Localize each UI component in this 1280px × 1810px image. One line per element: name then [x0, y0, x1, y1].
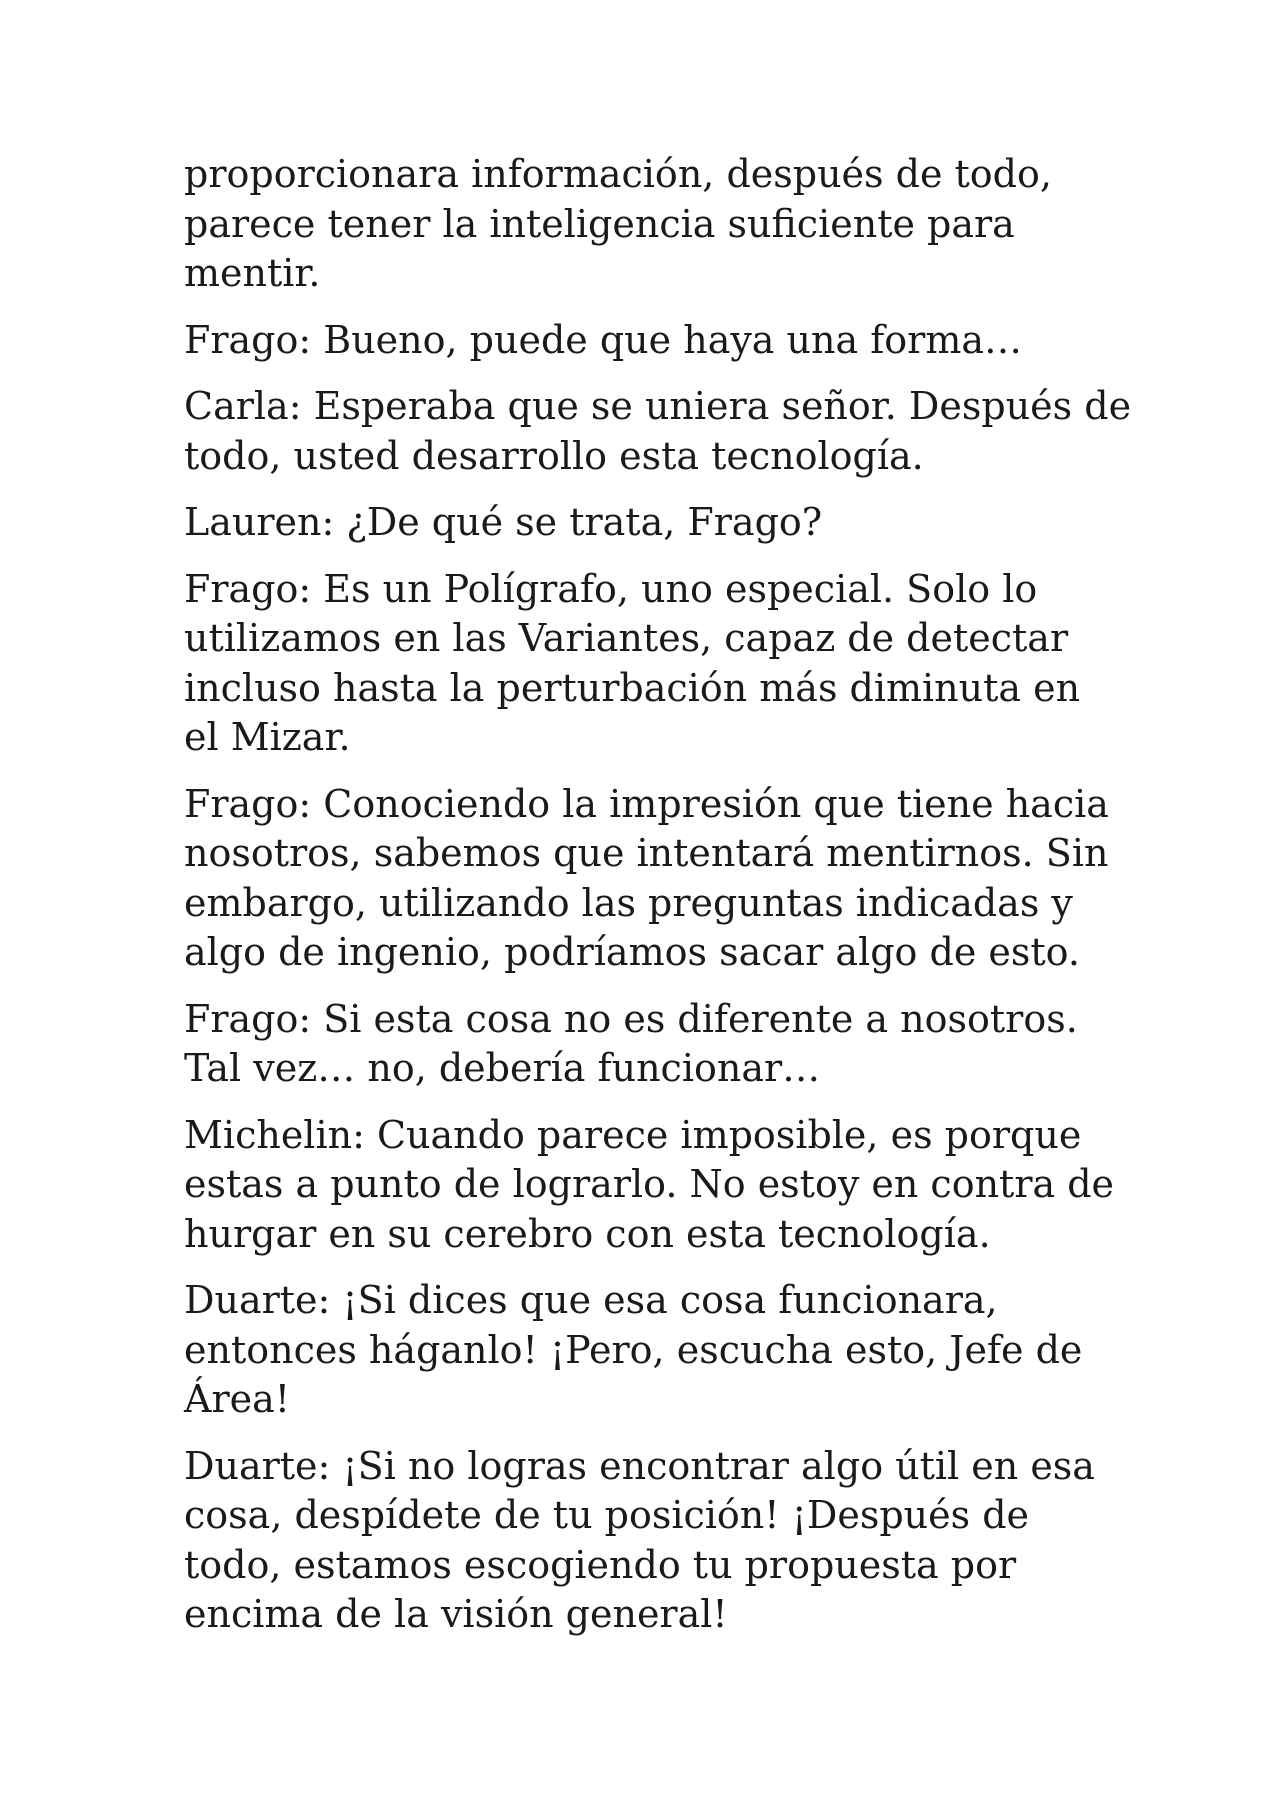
- text-line: estas a punto de lograrlo. No estoy en contra de: [184, 1162, 1115, 1206]
- paragraph: [184, 780, 1124, 978]
- paragraph: [184, 382, 1132, 481]
- paragraph: [184, 565, 1124, 763]
- paragraph: [184, 1276, 1124, 1425]
- text-line: embargo, utilizando las preguntas indicadas y: [184, 880, 1073, 925]
- text-line: encima de la visión general!: [184, 1592, 728, 1636]
- paragraph: [184, 1111, 1124, 1260]
- paragraph: [184, 316, 1124, 366]
- text-line: incluso hasta la perturbación más diminuta en: [184, 665, 1081, 710]
- text-line: Frago: Bueno, puede que haya una forma…: [184, 317, 1023, 362]
- text-line: Carla: Esperaba que se uniera señor. Después de: [184, 384, 1132, 428]
- text-line: proporcionara información, después de todo,: [184, 152, 1052, 196]
- text-line: hurgar en su cerebro con esta tecnología.: [184, 1211, 991, 1256]
- paragraph: [184, 498, 1124, 548]
- text-line: parece tener la inteligencia suficiente para: [184, 201, 1015, 246]
- text-line: entonces háganlo! ¡Pero, escucha esto, Jefe de: [184, 1327, 1083, 1372]
- text-line: algo de ingenio, podríamos sacar algo de esto.: [184, 930, 1080, 974]
- text-line: Duarte: ¡Si no logras encontrar algo útil en esa: [184, 1443, 1095, 1488]
- text-line: Lauren: ¿De qué se trata, Frago?: [184, 500, 823, 544]
- text-line: todo, estamos escogiendo tu propuesta por: [184, 1542, 1017, 1587]
- text-line: el Mizar.: [184, 715, 351, 759]
- text-line: Frago: Conociendo la impresión que tiene hacia: [184, 781, 1109, 826]
- text-line: Área!: [184, 1377, 291, 1421]
- text-line: Frago: Es un Polígrafo, uno especial. Solo lo: [184, 566, 1038, 611]
- text-line: cosa, despídete de tu posición! ¡Después de: [184, 1493, 1030, 1537]
- text-line: utilizamos en las Variantes, capaz de detectar: [184, 616, 1069, 660]
- text-line: Tal vez… no, debería funcionar…: [184, 1046, 821, 1090]
- paragraph: [184, 995, 1124, 1094]
- text-line: todo, usted desarrollo esta tecnología.: [184, 433, 924, 478]
- body-text: [184, 150, 1132, 1657]
- text-line: Frago: Si esta cosa no es diferente a nosotros.: [184, 996, 1078, 1041]
- paragraph: [184, 150, 1124, 299]
- paragraph: [184, 1442, 1124, 1640]
- text-line: Michelin: Cuando parece imposible, es porque: [184, 1112, 1082, 1157]
- text-line: nosotros, sabemos que intentará mentirnos. Sin: [184, 831, 1109, 875]
- text-line: mentir.: [184, 251, 321, 295]
- text-line: Duarte: ¡Si dices que esa cosa funcionara,: [184, 1278, 998, 1322]
